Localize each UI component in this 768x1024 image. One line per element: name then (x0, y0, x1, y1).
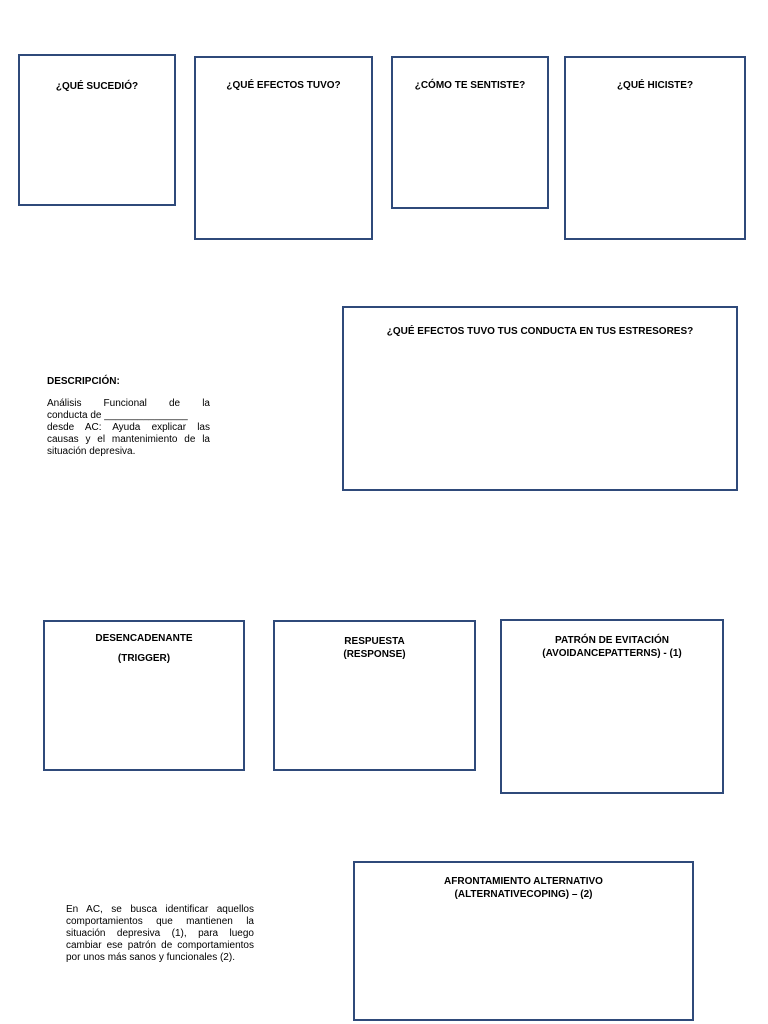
box-como-te-sentiste[interactable] (391, 56, 549, 209)
box-afrontamiento-alternativo[interactable] (353, 861, 694, 1021)
box-patron-evitacion[interactable] (500, 619, 724, 794)
box-subtitle: (TRIGGER) (117, 653, 171, 664)
description-line-1: Análisis Funcional de la (47, 398, 210, 409)
box-title: AFRONTAMIENTO ALTERNATIVO (444, 876, 603, 887)
description-line-2: conducta de _______________ (47, 410, 188, 421)
box-subtitle: (ALTERNATIVECOPING) – (2) (454, 889, 593, 900)
box-title: ¿QUÉ EFECTOS TUVO? (226, 80, 341, 91)
description-line-3: desde AC: Ayuda explicar las causas y el mantenimiento de la situación depresiva. (47, 422, 210, 457)
box-title: ¿CÓMO TE SENTISTE? (414, 80, 526, 91)
box-desencadenante[interactable] (43, 620, 245, 771)
description-block (47, 376, 210, 458)
box-title: RESPUESTA (344, 636, 405, 647)
box-title: ¿QUÉ HICISTE? (616, 80, 694, 91)
note-text: En AC, se busca identificar aquellos comportamientos que mantienen la situación depresiva (1), para luego cambiar ese patrón de comportamientos por unos más sanos y funcionales (2). (66, 904, 254, 963)
box-title: DESENCADENANTE (95, 633, 193, 644)
box-title: ¿QUÉ SUCEDIÓ? (55, 81, 139, 92)
box-respuesta[interactable] (273, 620, 476, 771)
box-que-hiciste[interactable] (564, 56, 746, 240)
box-title: ¿QUÉ EFECTOS TUVO TUS CONDUCTA EN TUS ESTRESORES? (386, 326, 694, 337)
note-block (66, 904, 254, 964)
box-que-sucedio[interactable] (18, 54, 176, 206)
box-title: PATRÓN DE EVITACIÓN (555, 635, 669, 646)
box-subtitle: (RESPONSE) (343, 649, 406, 660)
box-subtitle: (AVOIDANCEPATTERNS) - (1) (542, 648, 682, 659)
box-que-efectos-tuvo[interactable] (194, 56, 373, 240)
box-efectos-estresores[interactable] (342, 306, 738, 491)
description-heading: DESCRIPCIÓN: (47, 376, 120, 387)
